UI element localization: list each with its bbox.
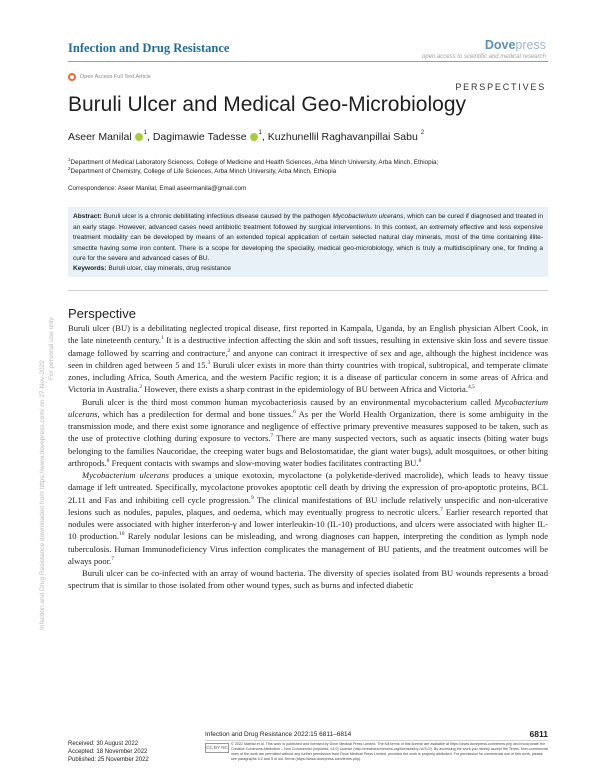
footer-citation: Infection and Drug Resistance 2022:15 6811–6814 — [205, 731, 352, 738]
received-date: Received: 30 August 2022 — [68, 741, 139, 747]
text-run: There are many suspected vectors, such as aquatic insects (biting water bugs belonging to the families Naucoridae, the creeping water bugs and Belostomatidae, the giant water bugs), adult mosquitoes, or other biting arthropods. — [68, 433, 548, 468]
text-run: , which has a predilection for dermal and bone tissues. — [97, 408, 294, 419]
text-run: produces a unique exotoxin, mycolactone (a polyketide-derived macrolide), which leads to heavy tissue damage if left untreated. Specifically, mycolactone provokes apoptotic cell death by driving the expression of pro-apoptotic proteins, BCL 2L11 and Fas and inhibiting cell cycle progression. — [68, 470, 548, 505]
article-body — [68, 322, 548, 592]
watermark-line: Infection and Drug Resistance downloaded from https://www.dovepress.com/ on 27-Nov-2022 — [39, 360, 46, 630]
abstract-organism: Mycobacterium ulcerans — [332, 213, 404, 220]
article-title: Buruli Ulcer and Medical Geo-Microbiology — [68, 93, 466, 116]
paragraph — [68, 396, 548, 470]
author-list: Aseer Manilal $^1$ , Dagimawie Tadesse $^1$ , Kuzhunellil Raghavanpillai Sabu $^2$ — [68, 130, 425, 143]
affiliation — [68, 157, 438, 166]
author-name[interactable]: Aseer Manilal — [68, 131, 132, 143]
license-text: © 2022 Manilal et al. This work is published and licensed by Dove Medical Press Limited. The full terms of this license are available at https://www.dovepress.com/terms.php and incorporate the Creative Commons Attribution – Non Commercial (unported, v3.0) License (http://creativecommons.org/licenses/by-nc/3.0/). By accessing the work you hereby accept the Terms. Non-commercial uses of the work are permitted without any further permission from Dove Medical Press Limited, provided the work is properly attributed. For permission for commercial use of this work, please see paragraphs 4.2 and 5 of our Terms (https://www.dovepress.com/terms.php). — [231, 742, 548, 761]
citation-ref[interactable]: 3 — [207, 359, 211, 366]
abstract-text-b: , which can be cured if diagnosed and treated in an early stage. However, advanced cases need antibiotic treatment followed by surgical interventions. In this context, an extremely effective and less expensive treatment modality can be developed by means of an extended topical application of certain selected natural clay minerals, most of the time containing illite-smectite having some iron content. There is a scope for developing the speciality, medical geo-microbiology, which is truly a multidisciplinary one, for finding a cure for the severe and advanced cases of BU. — [73, 213, 543, 263]
affil-text: Department of Chemistry, College of Life Sciences, Arba Minch University, Arba Minch, Ethiopia — [70, 168, 337, 176]
paragraph — [68, 322, 548, 396]
citation-ref[interactable]: 7 — [270, 433, 274, 440]
author-name[interactable]: Dagimawie Tadesse — [152, 131, 247, 143]
cc-license-badge[interactable]: CC BY NC — [205, 743, 229, 753]
paragraph — [68, 469, 548, 567]
watermark-line: For personal use only. — [48, 316, 55, 380]
paragraph: Buruli ulcer can be co-infected with an array of wound bacteria. The diversity of species isolated from BU wounds represents a broad spectrum that is similar to those isolated from other wound types, such as burns and infected diabetic — [68, 568, 548, 591]
affil-sup: 2 — [68, 166, 71, 171]
author-name[interactable]: Kuzhunellil Raghavanpillai Sabu — [267, 131, 418, 143]
brand-light: press — [515, 38, 546, 52]
open-access-badge — [68, 73, 151, 81]
footer-divider — [205, 740, 548, 741]
orcid-icon[interactable] — [250, 133, 258, 141]
section-heading: Perspective — [68, 306, 136, 321]
open-access-icon — [68, 73, 76, 81]
text-run: The clinical manifestations of BU include relatively unspecific and non-ulcerative lesions such as nodules, papules, plaques, and oedema, which may eventually progress to necrotic ulcers. — [68, 494, 548, 517]
abstract-label: Abstract: — [73, 213, 102, 220]
text-run: Frequent contacts with swamps and slow-moving water bodies facilitates contracting BU. — [109, 457, 419, 468]
citation-ref[interactable]: 7 — [111, 555, 114, 562]
publisher-logo[interactable] — [422, 38, 546, 60]
text-run: As per the World Health Organization, there is some ambiguity in the transmission mode, and there exist some ignorance and negligence of effective primary preventive measures supposed to be taken, such as the use of protective clothing during exposure to vectors. — [68, 408, 548, 444]
citation-ref[interactable]: 8 — [106, 457, 110, 464]
citation-ref[interactable]: 8 — [418, 457, 422, 464]
keywords-label: Keywords: — [73, 265, 107, 272]
author-affil-sup: 2 — [420, 130, 425, 136]
text-run: and anyone can contract it irrespective of sex and age, although the highest incidence was seen in children aged between 5 and 15. — [68, 347, 548, 370]
citation-ref[interactable]: 2 — [227, 347, 231, 354]
affiliation — [68, 166, 336, 175]
open-access-label: Open Access Full Text Article — [80, 74, 151, 80]
author-affil-sup: 1 — [143, 130, 147, 136]
affil-text: Department of Medical Laboratory Sciences, College of Medicine and Health Sciences, Arba Minch University, Arba Minch, Ethiopia; — [70, 159, 439, 167]
keywords-text: Buruli ulcer, clay minerals, drug resistance — [108, 265, 231, 272]
brand-strong: Dove — [484, 38, 516, 52]
author-affil-sup: 1 — [258, 130, 262, 136]
abstract — [73, 212, 543, 265]
page-number: 6811 — [529, 729, 548, 739]
text-run: Buruli ulcer (BU) is a debilitating neglected tropical disease, first reported in Kampala, Uganda, by an English physician Albert Cook, in the late nineteenth century. — [68, 323, 548, 346]
organism-name: Mycobacterium ulcerans — [82, 470, 169, 480]
abstract-divider — [68, 290, 548, 291]
accepted-date: Accepted: 18 November 2022 — [68, 748, 148, 755]
brand-tagline: open access to scientific and medical research — [421, 54, 546, 60]
citation-ref[interactable]: 4,5 — [467, 384, 475, 391]
abstract-text-a: Buruli ulcer is a chronic debilitating infectious disease caused by the pathogen — [103, 213, 331, 220]
citation-ref[interactable]: 9 — [250, 494, 254, 501]
text-run: It is a destructive infection affecting the skin and soft tissues, resulting in extensive skin loss and severe tissue damage followed by scarring and contracture, — [68, 335, 549, 358]
text-run: Earlier research reported that nodules were associated with higher interferon-γ and lower interleukin-10 (IL-10) productions, and ulcers were associated with higher IL-10 production. — [68, 506, 548, 542]
citation-ref[interactable]: 2 — [139, 384, 143, 391]
citation-ref[interactable]: 1 — [160, 335, 164, 342]
text-run: Buruli ulcer is the third most common human mycobacteriosis caused by an environmental mycobacterium called — [82, 396, 495, 407]
affil-sup: 1 — [68, 157, 71, 162]
text-run: Rarely nodular lesions can be misleading, and wrong diagnoses can happen, interpreting the condition as lymph node tuberculosis. Human Immunodeficiency Virus infection complicates the management of BU patients, and the treatment outcomes will be always poor. — [68, 531, 548, 566]
correspondence: Correspondence: Aseer Manilal, Email aseermanila@gmail.com — [68, 185, 247, 192]
header-divider — [68, 61, 548, 62]
citation-ref[interactable]: 10 — [119, 531, 125, 538]
article-dates — [68, 741, 149, 764]
keywords — [73, 265, 231, 272]
text-run: Buruli ulcer exists in more than thirty countries with tropical, subtropical, and temperate climate zones, including Africa, South America, and the western Pacific region; it is a disease of particular concern in some areas of Africa and Victoria in Australia. — [68, 359, 549, 395]
section-label: PERSPECTIVES — [455, 82, 546, 92]
orcid-icon[interactable] — [135, 133, 143, 141]
text-run: However, there exists a sharp contrast in the epidemiology of BU between Africa and Victoria. — [142, 384, 468, 395]
organism-name: Mycobacterium ulcerans — [68, 396, 548, 419]
published-date: Published: 25 November 2022 — [68, 756, 149, 763]
citation-ref[interactable]: 6 — [293, 408, 296, 415]
journal-name[interactable]: Infection and Drug Resistance — [68, 41, 230, 55]
citation-ref[interactable]: 7 — [440, 506, 443, 513]
